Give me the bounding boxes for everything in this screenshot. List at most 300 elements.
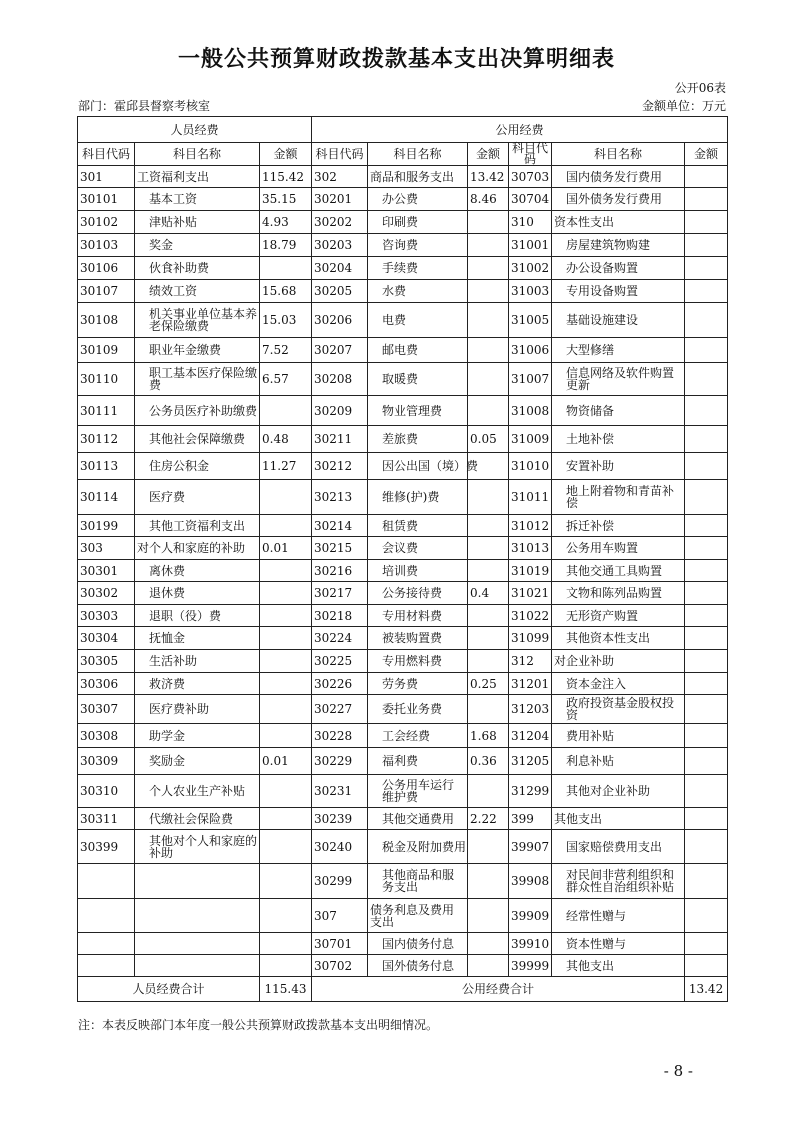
subject-name: 工资福利支出 [135,166,260,188]
subject-code: 30224 [312,627,368,650]
subject-code: 39909 [509,899,552,933]
subject-code: 31205 [509,748,552,775]
subject-code: 30299 [312,864,368,899]
subject-code: 31204 [509,724,552,748]
group-header-row [78,117,728,143]
amount-value [685,453,728,480]
subject-code: 30209 [312,396,368,426]
subject-name: 物业管理费 [368,396,468,426]
subject-code: 399 [509,808,552,830]
subject-code: 30111 [78,396,135,426]
subject-name: 福利费 [368,748,468,775]
amount-value [260,627,312,650]
amount-value [468,605,509,627]
amount-value [685,627,728,650]
subject-name: 手续费 [368,257,468,280]
amount-value [468,211,509,234]
amount-value [468,560,509,582]
subject-name: 房屋建筑物购建 [552,234,685,257]
subject-name: 资本金注入 [552,673,685,695]
amount-value: 0.25 [468,673,509,695]
amount-value [468,775,509,808]
subject-name: 其他支出 [552,808,685,830]
amount-value [260,673,312,695]
subject-code: 30310 [78,775,135,808]
amount-value [260,808,312,830]
subject-name: 其他对企业补助 [552,775,685,808]
amount-value [685,363,728,396]
col-header-code: 科目代码 [78,143,135,166]
subject-code: 39908 [509,864,552,899]
subject-name: 公务用车购置 [552,537,685,560]
subject-name: 其他社会保障缴费 [135,426,260,453]
table-note: 注：本表反映部门本年度一般公共预算财政拨款基本支出明细情况。 [78,1018,439,1032]
subject-code [78,933,135,955]
amount-value: 0.48 [260,426,312,453]
amount-value [685,933,728,955]
page-title: 一般公共预算财政拨款基本支出决算明细表 [177,46,615,72]
amount-value [260,480,312,515]
subject-name: 医疗费补助 [135,695,260,724]
amount-value [685,899,728,933]
amount-value [685,280,728,303]
table-row [78,515,728,537]
amount-value [260,582,312,605]
subject-code: 302 [312,166,368,188]
subject-code: 31005 [509,303,552,338]
public-group-header: 公用经费 [312,117,728,143]
subject-name: 救济费 [135,673,260,695]
subject-code: 30206 [312,303,368,338]
amount-value [685,582,728,605]
amount-value: 35.15 [260,188,312,211]
subject-code: 31011 [509,480,552,515]
subject-code: 30212 [312,453,368,480]
subject-code: 30205 [312,280,368,303]
subject-code: 30302 [78,582,135,605]
subject-code: 30103 [78,234,135,257]
amount-value [260,955,312,977]
totals-row [78,977,728,1002]
subject-name: 其他对个人和家庭的补助 [135,830,260,864]
amount-value: 13.42 [468,166,509,188]
amount-value [685,605,728,627]
subject-name: 职工基本医疗保险缴费 [135,363,260,396]
subject-code: 30311 [78,808,135,830]
amount-value [260,650,312,673]
column-header-row [78,143,728,166]
table-row [78,673,728,695]
subject-code: 30110 [78,363,135,396]
subject-code: 30303 [78,605,135,627]
amount-value [468,627,509,650]
amount-value [685,830,728,864]
subject-name: 资本性赠与 [552,933,685,955]
subject-code: 31006 [509,338,552,363]
subject-name: 债务利息及费用支出 [368,899,468,933]
amount-value [260,257,312,280]
public-total-label: 公用经费合计 [312,977,685,1002]
public-total-value: 13.42 [685,977,728,1002]
subject-name: 基础设施建设 [552,303,685,338]
subject-name: 国内债务付息 [368,933,468,955]
subject-name: 地上附着物和青苗补偿 [552,480,685,515]
table-row [78,695,728,724]
subject-name: 文物和陈列品购置 [552,582,685,605]
subject-name: 咨询费 [368,234,468,257]
subject-code: 39910 [509,933,552,955]
personnel-total-label: 人员经费合计 [78,977,260,1002]
amount-value [468,899,509,933]
subject-name: 个人农业生产补贴 [135,775,260,808]
table-row [78,864,728,899]
subject-code: 39907 [509,830,552,864]
amount-value: 18.79 [260,234,312,257]
subject-code: 30229 [312,748,368,775]
subject-name [135,864,260,899]
subject-code: 31012 [509,515,552,537]
subject-code: 30109 [78,338,135,363]
subject-name: 奖励金 [135,748,260,775]
subject-code: 30215 [312,537,368,560]
subject-name: 印刷费 [368,211,468,234]
subject-name: 离休费 [135,560,260,582]
table-row [78,303,728,338]
amount-value [260,396,312,426]
subject-code: 30207 [312,338,368,363]
subject-code: 30202 [312,211,368,234]
subject-name: 政府投资基金股权投资 [552,695,685,724]
subject-code [78,899,135,933]
subject-name: 退休费 [135,582,260,605]
subject-code: 31201 [509,673,552,695]
subject-name: 被装购置费 [368,627,468,650]
subject-code: 31019 [509,560,552,582]
subject-code: 31003 [509,280,552,303]
table-row [78,480,728,515]
amount-value [685,560,728,582]
subject-name: 差旅费 [368,426,468,453]
subject-code: 30108 [78,303,135,338]
amount-value [685,303,728,338]
subject-name: 专用设备购置 [552,280,685,303]
subject-name: 公务接待费 [368,582,468,605]
subject-name: 津贴补贴 [135,211,260,234]
subject-name: 公务员医疗补助缴费 [135,396,260,426]
subject-name: 国外债务发行费用 [552,188,685,211]
table-row [78,166,728,188]
amount-value: 15.68 [260,280,312,303]
amount-value: 15.03 [260,303,312,338]
subject-code: 31299 [509,775,552,808]
subject-code: 30199 [78,515,135,537]
table-row [78,830,728,864]
amount-value [468,933,509,955]
subject-code: 30301 [78,560,135,582]
amount-value [468,257,509,280]
amount-value [685,338,728,363]
subject-name: 助学金 [135,724,260,748]
personnel-total-value: 115.43 [260,977,312,1002]
subject-code: 312 [509,650,552,673]
subject-code: 30214 [312,515,368,537]
table-row [78,627,728,650]
amount-value [260,899,312,933]
subject-code: 30213 [312,480,368,515]
table-row [78,426,728,453]
table-row [78,280,728,303]
subject-name: 职业年金缴费 [135,338,260,363]
amount-value [685,748,728,775]
subject-name: 办公费 [368,188,468,211]
subject-name: 国内债务发行费用 [552,166,685,188]
subject-name: 税金及附加费用 [368,830,468,864]
col-header-amount: 金额 [685,143,728,166]
expenditure-table [77,116,728,1002]
subject-name: 因公出国（境）费 [368,453,468,480]
subject-code: 30211 [312,426,368,453]
subject-code: 30307 [78,695,135,724]
table-row [78,724,728,748]
subject-name: 住房公积金 [135,453,260,480]
subject-code: 301 [78,166,135,188]
amount-value: 6.57 [260,363,312,396]
amount-value: 4.93 [260,211,312,234]
amount-value [685,650,728,673]
col-header-code: 科目代码 [312,143,368,166]
subject-name: 办公设备购置 [552,257,685,280]
subject-code: 30231 [312,775,368,808]
amount-value [468,650,509,673]
subject-name: 劳务费 [368,673,468,695]
table-row [78,537,728,560]
subject-code: 30216 [312,560,368,582]
amount-value: 11.27 [260,453,312,480]
amount-value [468,338,509,363]
amount-value: 2.22 [468,808,509,830]
amount-value [468,363,509,396]
subject-name: 绩效工资 [135,280,260,303]
subject-code: 30106 [78,257,135,280]
subject-code: 30102 [78,211,135,234]
subject-name: 电费 [368,303,468,338]
subject-code: 30239 [312,808,368,830]
subject-code: 31013 [509,537,552,560]
amount-value: 0.36 [468,748,509,775]
subject-code: 31008 [509,396,552,426]
table-row [78,188,728,211]
amount-value [468,280,509,303]
table-row [78,257,728,280]
subject-code: 30112 [78,426,135,453]
amount-value [260,775,312,808]
subject-code: 30208 [312,363,368,396]
subject-code: 30309 [78,748,135,775]
col-header-amount: 金额 [468,143,509,166]
amount-value [260,724,312,748]
subject-code: 30114 [78,480,135,515]
subject-code: 31010 [509,453,552,480]
amount-value [685,695,728,724]
subject-name: 安置补助 [552,453,685,480]
subject-code: 30226 [312,673,368,695]
amount-value [685,234,728,257]
subject-code: 30240 [312,830,368,864]
subject-code: 30704 [509,188,552,211]
subject-name: 对个人和家庭的补助 [135,537,260,560]
amount-value [260,933,312,955]
subject-code: 31022 [509,605,552,627]
amount-value [685,515,728,537]
subject-name: 租赁费 [368,515,468,537]
amount-value [468,515,509,537]
amount-value [468,396,509,426]
subject-code: 31203 [509,695,552,724]
subject-name: 水费 [368,280,468,303]
subject-name: 伙食补助费 [135,257,260,280]
subject-name: 抚恤金 [135,627,260,650]
subject-name: 物资储备 [552,396,685,426]
table-row [78,396,728,426]
subject-code: 30305 [78,650,135,673]
subject-code: 31009 [509,426,552,453]
amount-value [685,864,728,899]
subject-name: 大型修缮 [552,338,685,363]
subject-code: 307 [312,899,368,933]
subject-name: 对企业补助 [552,650,685,673]
subject-name: 医疗费 [135,480,260,515]
subject-name: 无形资产购置 [552,605,685,627]
table-row [78,234,728,257]
amount-value [685,426,728,453]
subject-code: 30204 [312,257,368,280]
amount-value [685,188,728,211]
amount-value [685,537,728,560]
subject-name: 对民间非营利组织和群众性自治组织补贴 [552,864,685,899]
table-row [78,560,728,582]
subject-name: 工会经费 [368,724,468,748]
amount-value [260,605,312,627]
subject-name: 其他资本性支出 [552,627,685,650]
table-row [78,211,728,234]
subject-name: 资本性支出 [552,211,685,234]
amount-value: 7.52 [260,338,312,363]
subject-name: 其他工资福利支出 [135,515,260,537]
amount-value [468,864,509,899]
amount-value [468,830,509,864]
table-row [78,650,728,673]
subject-code: 30107 [78,280,135,303]
subject-code: 30701 [312,933,368,955]
subject-name: 信息网络及软件购置更新 [552,363,685,396]
amount-value [685,808,728,830]
subject-name: 商品和服务支出 [368,166,468,188]
table-row [78,899,728,933]
subject-code: 39999 [509,955,552,977]
amount-value: 115.42 [260,166,312,188]
subject-name: 委托业务费 [368,695,468,724]
col-header-name: 科目名称 [368,143,468,166]
amount-value [685,775,728,808]
subject-name: 公务用车运行维护费 [368,775,468,808]
amount-value [468,234,509,257]
amount-value [685,724,728,748]
subject-name: 机关事业单位基本养老保险缴费 [135,303,260,338]
subject-name [135,955,260,977]
amount-value [685,211,728,234]
subject-code: 30304 [78,627,135,650]
subject-code [78,864,135,899]
subject-name: 拆迁补偿 [552,515,685,537]
amount-value: 0.01 [260,748,312,775]
subject-name: 经常性赠与 [552,899,685,933]
subject-name: 其他交通工具购置 [552,560,685,582]
table-row [78,582,728,605]
subject-name: 取暖费 [368,363,468,396]
table-row [78,338,728,363]
subject-code: 30218 [312,605,368,627]
subject-code: 30306 [78,673,135,695]
subject-code: 30308 [78,724,135,748]
amount-value [685,673,728,695]
subject-name: 费用补贴 [552,724,685,748]
subject-code: 31099 [509,627,552,650]
subject-name: 培训费 [368,560,468,582]
subject-code [78,955,135,977]
subject-name: 土地补偿 [552,426,685,453]
form-number: 公开06表 [674,81,726,95]
col-header-amount: 金额 [260,143,312,166]
subject-code: 31001 [509,234,552,257]
subject-name [135,933,260,955]
table-row [78,605,728,627]
amount-value [260,560,312,582]
subject-name: 代缴社会保险费 [135,808,260,830]
table-row [78,453,728,480]
amount-value: 0.05 [468,426,509,453]
col-header-name: 科目名称 [135,143,260,166]
subject-code: 30399 [78,830,135,864]
subject-code: 30113 [78,453,135,480]
department-label: 部门：霍邱县督察考核室 [78,99,211,113]
subject-code: 30703 [509,166,552,188]
subject-name: 维修(护)费 [368,480,468,515]
amount-value [468,695,509,724]
subject-name: 退职（役）费 [135,605,260,627]
col-header-code: 科目代码 [509,143,552,166]
amount-value [685,396,728,426]
amount-value [468,303,509,338]
subject-name: 基本工资 [135,188,260,211]
subject-name: 会议费 [368,537,468,560]
subject-code: 31021 [509,582,552,605]
amount-value: 1.68 [468,724,509,748]
amount-value [468,537,509,560]
subject-code: 310 [509,211,552,234]
subject-name: 国外债务付息 [368,955,468,977]
amount-value [260,695,312,724]
amount-unit-label: 金额单位：万元 [641,99,726,113]
table-row [78,748,728,775]
subject-code: 30203 [312,234,368,257]
col-header-name: 科目名称 [552,143,685,166]
amount-value [685,955,728,977]
subject-name: 其他交通费用 [368,808,468,830]
subject-name: 利息补贴 [552,748,685,775]
amount-value [685,257,728,280]
subject-code: 30227 [312,695,368,724]
subject-name: 专用材料费 [368,605,468,627]
